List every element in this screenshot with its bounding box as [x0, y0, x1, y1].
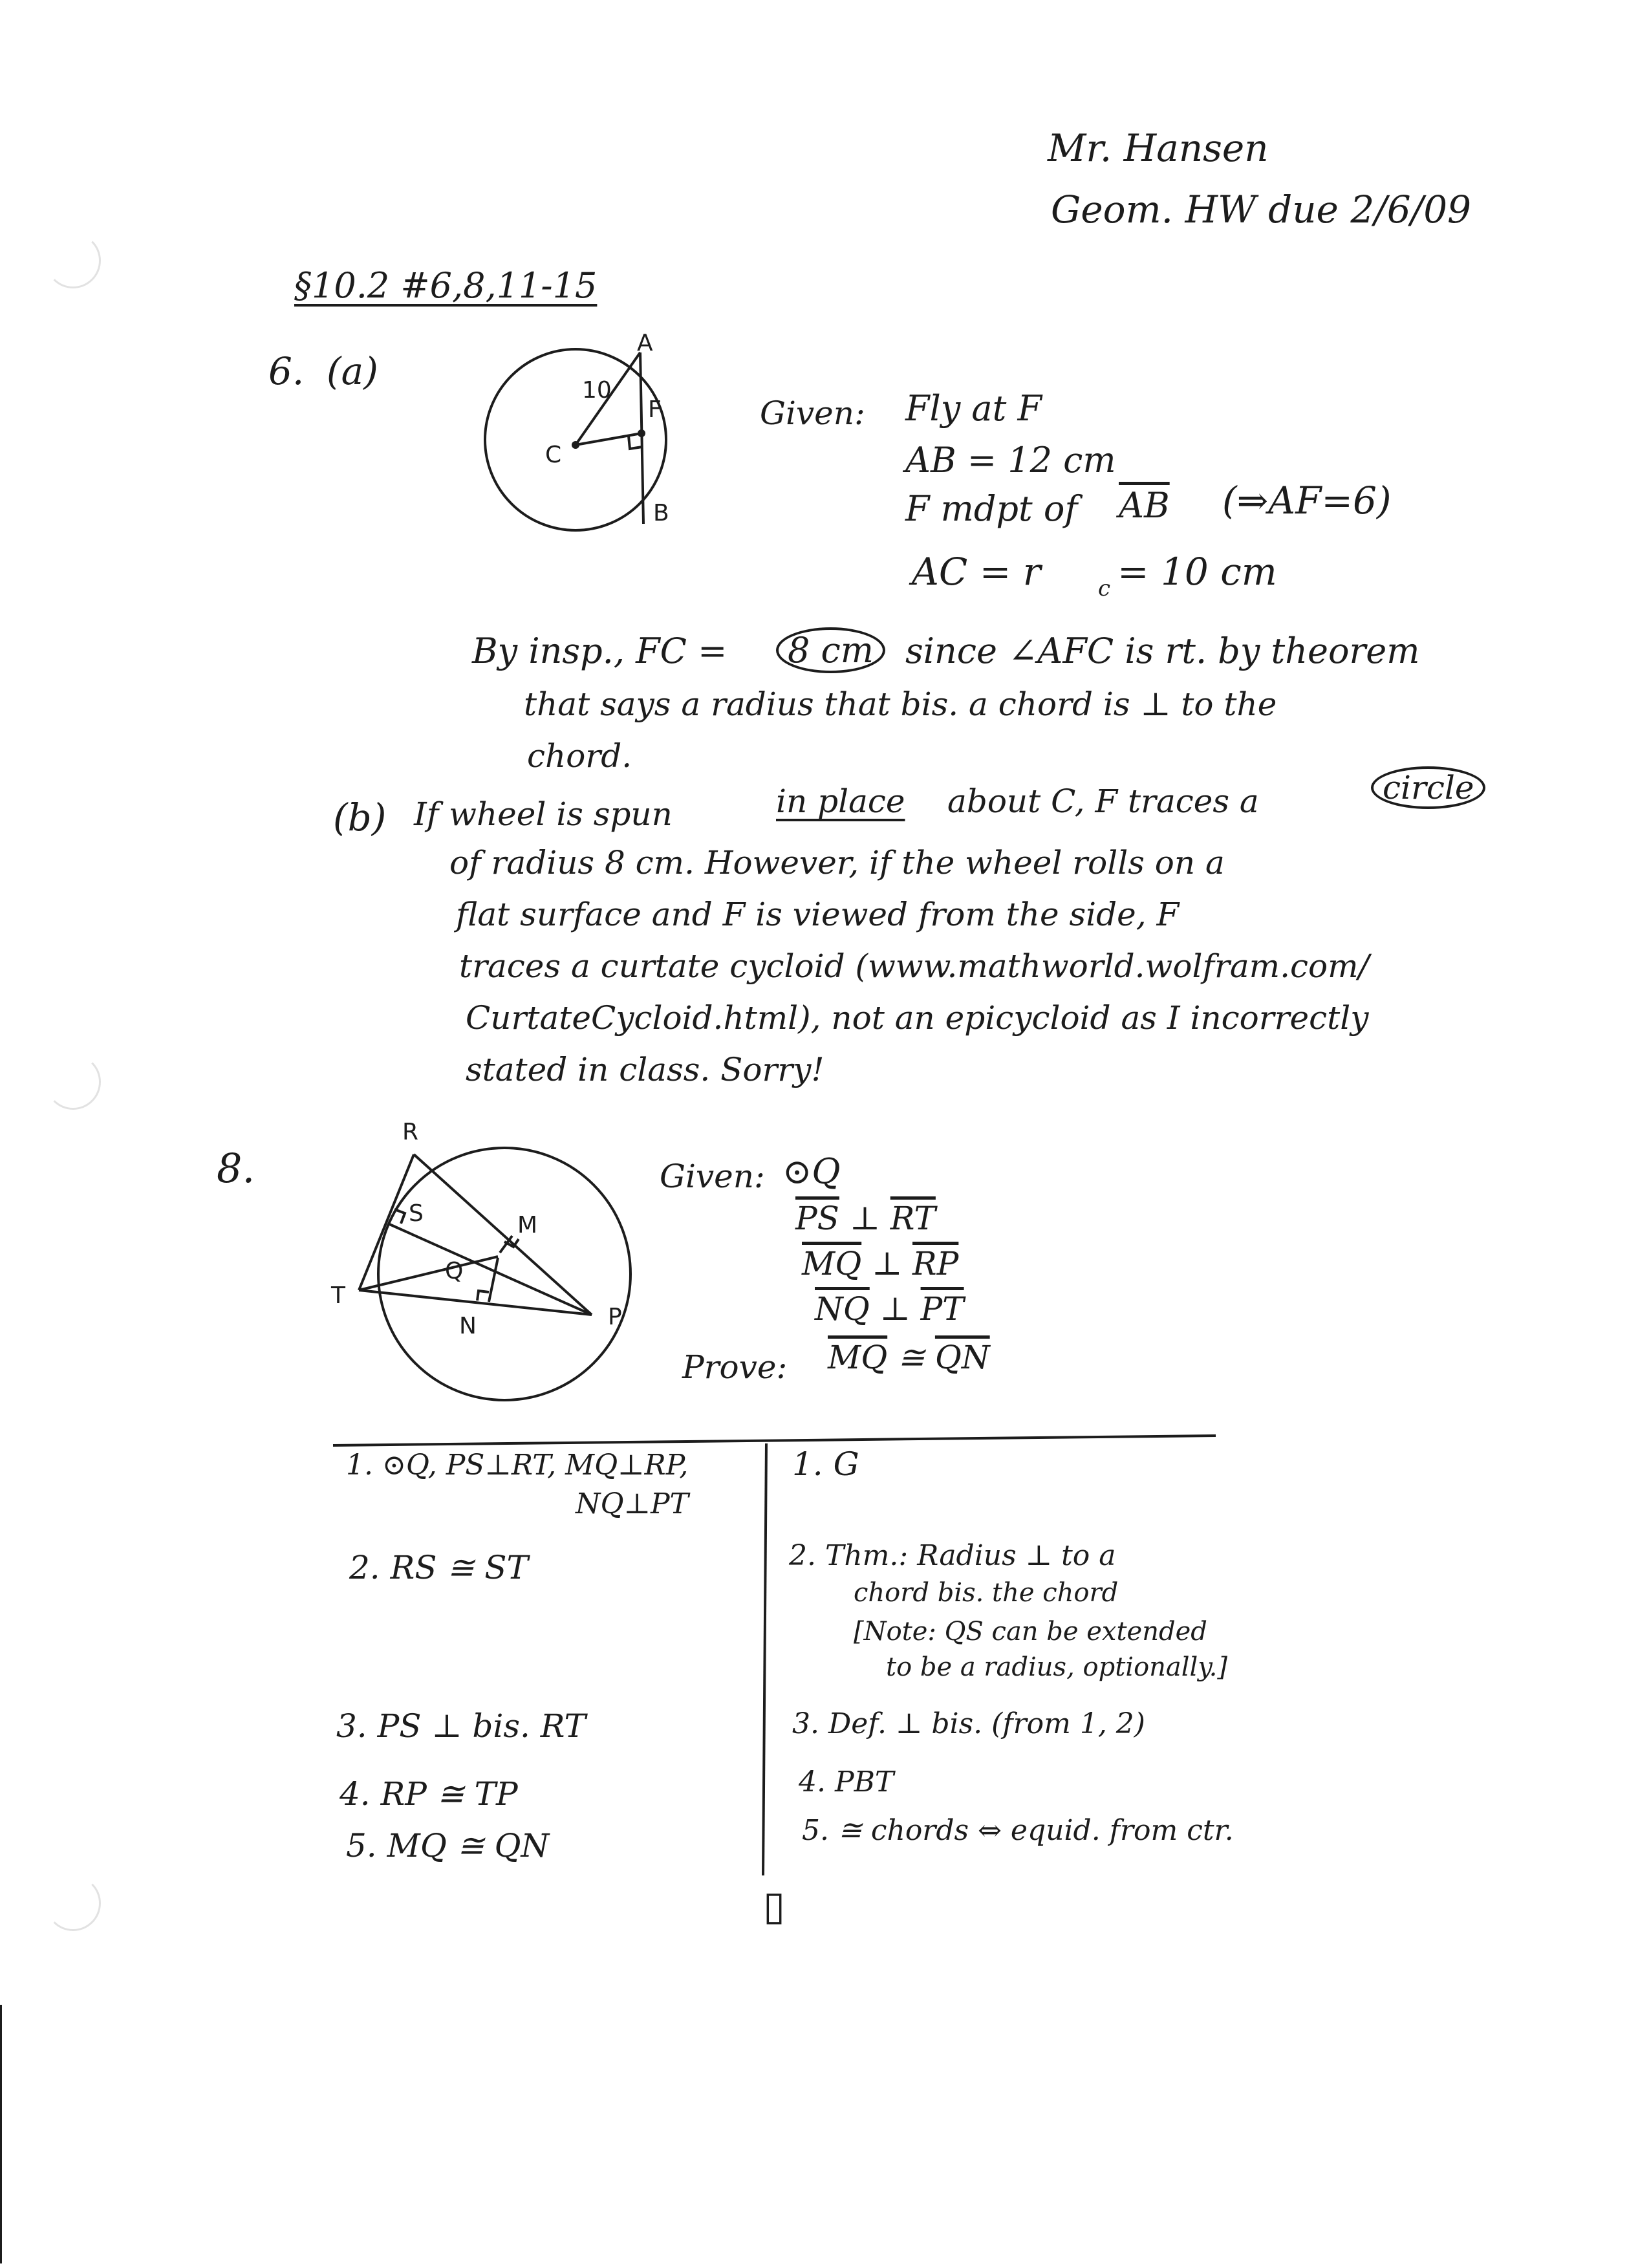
problem-8-number: 8. [217, 1145, 255, 1192]
solution-b-line-2: of radius 8 cm. However, if the wheel rolls on a [449, 844, 1225, 881]
given-label-8: Given: [660, 1158, 765, 1195]
problem-6-part-b: (b) [333, 795, 387, 839]
given-line-1: Fly at F [905, 388, 1042, 429]
problem-6-number: 6. [268, 349, 305, 393]
statement-1: 1. ⊙Q, PS⊥RT, MQ⊥RP, [346, 1449, 689, 1482]
given-label-6: Given: [760, 394, 865, 432]
reason-2-cont: chord bis. the chord [854, 1578, 1119, 1608]
segment-rp: $\overline{RP}$ [912, 1245, 959, 1282]
solution-b-line-1a: If wheel is spun [414, 795, 673, 833]
label-a: A [637, 330, 653, 356]
given-ac-value: = 10 cm [1117, 550, 1277, 594]
answer-fc-8cm: 8 cm [776, 627, 885, 673]
solution-b-line-3: flat surface and F is viewed from the side, F [456, 896, 1180, 933]
perp-symbol: ⊥ [872, 1245, 903, 1282]
segment-nq: $\overline{NQ}$ [815, 1290, 870, 1328]
statement-3: 3. PS ⊥ bis. RT [336, 1707, 586, 1745]
solution-b-line-4: traces a curtate cycloid (www.mathworld.wolfram.com/ [459, 947, 1370, 985]
reason-1: 1. G [792, 1445, 859, 1483]
segment-mq: $\overline{MQ}$ [802, 1245, 862, 1282]
given-r-subscript: c [1098, 576, 1111, 601]
label-t: T [331, 1282, 345, 1309]
statement-2: 2. RS ≅ ST [349, 1549, 528, 1586]
reason-2-note-cont: to be a radius, optionally.] [886, 1652, 1227, 1682]
course-due-date: Geom. HW due 2/6/09 [1051, 188, 1472, 232]
solution-b-in-place: in place [776, 783, 905, 820]
label-f: F [648, 396, 662, 423]
statement-4: 4. RP ≅ TP [339, 1775, 518, 1813]
label-r: R [402, 1119, 419, 1145]
label-b: B [653, 500, 669, 526]
segment-rt: $\overline{RT}$ [890, 1200, 936, 1237]
reason-3: 3. Def. ⊥ bis. (from 1, 2) [792, 1707, 1145, 1740]
segment-mq: $\overline{MQ}$ [828, 1339, 888, 1376]
given-line-4: AC = r [912, 550, 1041, 594]
teacher-name: Mr. Hansen [1048, 126, 1269, 170]
qed-box: ▯ [763, 1882, 786, 1929]
problem-6-part-a: (a) [327, 349, 378, 393]
solution-b-line-1b: about C, F traces a [947, 783, 1259, 820]
given-implies: (⇒AF=6) [1222, 479, 1392, 523]
reason-2-note: [Note: QS can be extended [854, 1617, 1207, 1647]
given-line-3: F mdpt of [905, 488, 1078, 529]
given-line-2: AB = 12 cm [905, 440, 1116, 481]
perp-symbol: ⊥ [879, 1290, 911, 1328]
solution-a-line-1b: since ∠AFC is rt. by theorem [905, 631, 1420, 671]
prove-label: Prove: [682, 1348, 788, 1386]
label-n: N [459, 1313, 477, 1339]
solution-b-line-5: CurtateCycloid.html), not an epicycloid as I incorrectly [466, 999, 1369, 1037]
label-c: C [545, 442, 562, 468]
label-radius: 10 [582, 377, 612, 404]
statement-5: 5. MQ ≅ QN [346, 1827, 550, 1864]
reason-4: 4. PBT [799, 1766, 894, 1798]
congruent-symbol: ≅ [898, 1339, 925, 1376]
label-q: Q [445, 1258, 464, 1284]
label-m: M [517, 1212, 538, 1238]
perp-symbol: ⊥ [849, 1200, 880, 1237]
solution-a-line-3: chord. [527, 737, 632, 775]
given-ab-segment: $\overline{AB}$ [1119, 485, 1170, 526]
solution-b-line-6: stated in class. Sorry! [466, 1051, 824, 1088]
reason-2: 2. Thm.: Radius ⊥ to a [789, 1539, 1116, 1572]
assignment-title: §10.2 #6,8,11-15 [294, 265, 598, 306]
answer-circle: circle [1371, 766, 1485, 809]
segment-pt: $\overline{PT}$ [920, 1290, 964, 1328]
label-p: P [608, 1304, 622, 1330]
segment-qn: $\overline{QN}$ [934, 1339, 990, 1376]
given-circle-q: ⊙Q [782, 1151, 841, 1192]
segment-ps: $\overline{PS}$ [795, 1200, 839, 1237]
solution-a-line-2: that says a radius that bis. a chord is ⊥ to the [524, 686, 1277, 723]
statement-1-cont: NQ⊥PT [576, 1487, 689, 1520]
label-s: S [409, 1200, 424, 1227]
reason-5: 5. ≅ chords ⇔ equid. from ctr. [802, 1814, 1234, 1847]
solution-a-line-1a: By insp., FC = [472, 631, 727, 671]
